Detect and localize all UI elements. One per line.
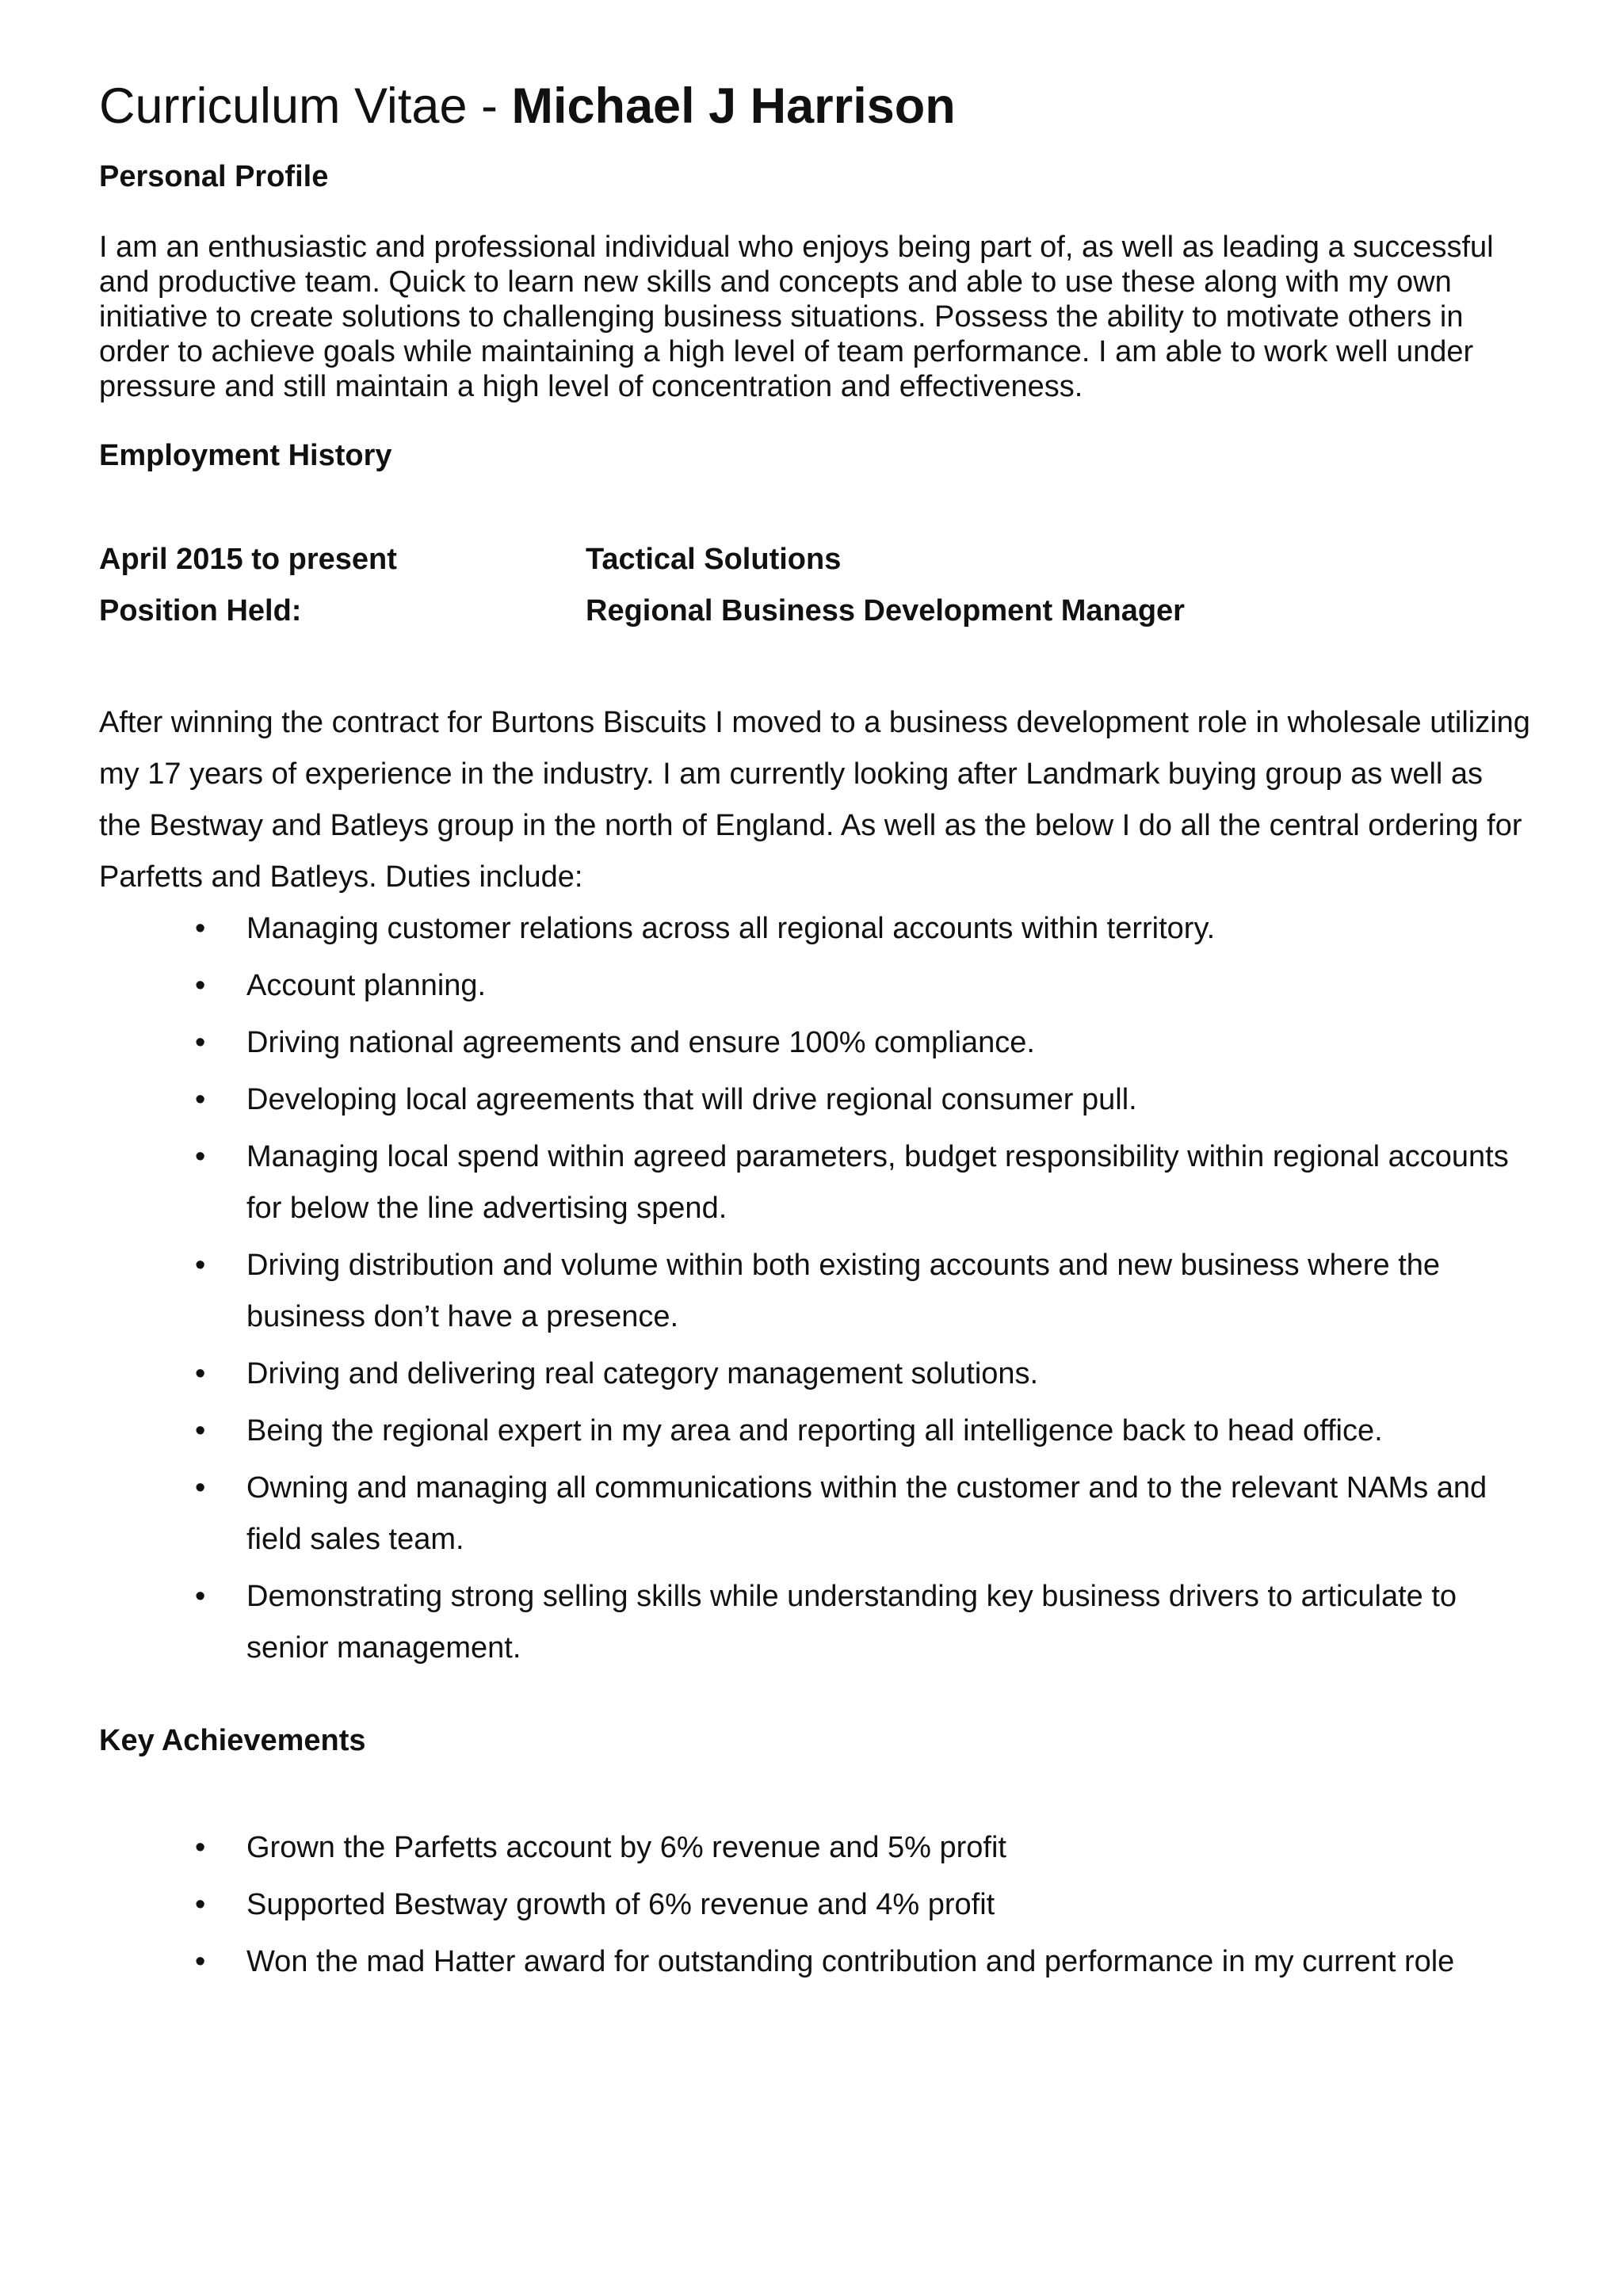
bullet-icon: • [195,1471,206,1505]
profile-line: I am an enthusiastic and professional individual who enjoys being part of, as well as leading a successful [99,231,1494,264]
personal-profile-text [99,230,1549,404]
employment-summary [99,697,1549,903]
achievement-line: Grown the Parfetts account by 6% revenue and 5% profit [246,1831,1006,1864]
page-title [99,76,956,136]
achievement-item [0,1879,1623,1931]
position-held-row [99,593,1549,629]
duty-item [0,1348,1623,1400]
duty-item [0,1405,1623,1457]
duty-item [0,960,1623,1012]
duty-line: Driving national agreements and ensure 100% compliance. [246,1026,1035,1059]
employment-history-heading: Employment History [99,439,392,472]
bullet-icon: • [195,1831,206,1864]
achievement-item [0,1822,1623,1874]
profile-line: order to achieve goals while maintaining a high level of team performance. I am able to work well under [99,335,1474,368]
key-achievements-heading: Key Achievements [99,1724,366,1757]
duties-list [0,903,1623,1680]
duty-line: senior management. [246,1631,521,1665]
duty-line: Owning and managing all communications within the customer and to the relevant NAMs and [246,1471,1487,1505]
bullet-icon: • [195,1357,206,1390]
bullet-icon: • [195,1888,206,1921]
position-title: Regional Business Development Manager [586,594,1185,627]
duty-line: field sales team. [246,1523,464,1556]
duty-line: Managing customer relations across all regional accounts within territory. [246,912,1216,945]
achievement-item [0,1936,1623,1988]
summary-line: After winning the contract for Burtons Biscuits I moved to a business development role in wholesale utilizing [99,706,1530,739]
summary-line: my 17 years of experience in the industry. I am currently looking after Landmark buying group as well as [99,757,1484,791]
duty-line: Being the regional expert in my area and reporting all intelligence back to head office. [246,1414,1383,1447]
profile-line: and productive team. Quick to learn new skills and concepts and able to use these along with my own [99,265,1452,299]
achievement-line: Supported Bestway growth of 6% revenue and 4% profit [246,1888,995,1921]
achievement-line: Won the mad Hatter award for outstanding contribution and performance in my current role [246,1945,1455,1978]
bullet-icon: • [195,1026,206,1059]
bullet-icon: • [195,1580,206,1613]
duty-item [0,1017,1623,1069]
duty-item [0,903,1623,955]
duty-item [0,1131,1623,1234]
bullet-icon: • [195,912,206,945]
personal-profile-heading: Personal Profile [99,160,329,193]
position-held-label: Position Held: [99,594,302,627]
bullet-icon: • [195,1083,206,1116]
duty-item [0,1074,1623,1126]
duty-line: Developing local agreements that will drive regional consumer pull. [246,1083,1137,1116]
duty-line: Account planning. [246,969,487,1002]
bullet-icon: • [195,1140,206,1173]
bullet-icon: • [195,1249,206,1282]
candidate-name: Michael J Harrison [511,78,956,134]
summary-line: Parfetts and Batleys. Duties include: [99,860,583,894]
duty-line: business don’t have a presence. [246,1300,679,1333]
employment-period: April 2015 to present [99,543,397,576]
bullet-icon: • [195,1945,206,1978]
bullet-icon: • [195,969,206,1002]
duty-line: Demonstrating strong selling skills while understanding key business drivers to articulate to [246,1580,1457,1613]
summary-line: the Bestway and Batleys group in the north of England. As well as the below I do all the central ordering for [99,809,1522,842]
duty-line: for below the line advertising spend. [246,1192,727,1225]
duty-line: Managing local spend within agreed parameters, budget responsibility within regional accounts [246,1140,1509,1173]
duty-item [0,1571,1623,1674]
employment-period-row [99,541,1549,578]
duty-item [0,1240,1623,1343]
employer-name: Tactical Solutions [586,543,842,576]
duty-item [0,1463,1623,1566]
bullet-icon: • [195,1414,206,1447]
profile-line: initiative to create solutions to challenging business situations. Possess the ability to motivate others in [99,300,1464,334]
duty-line: Driving and delivering real category management solutions. [246,1357,1039,1390]
achievements-list [0,1822,1623,1993]
duty-line: Driving distribution and volume within both existing accounts and new business where the [246,1249,1441,1282]
title-prefix: Curriculum Vitae - [99,78,512,134]
profile-line: pressure and still maintain a high level of concentration and effectiveness. [99,370,1083,403]
